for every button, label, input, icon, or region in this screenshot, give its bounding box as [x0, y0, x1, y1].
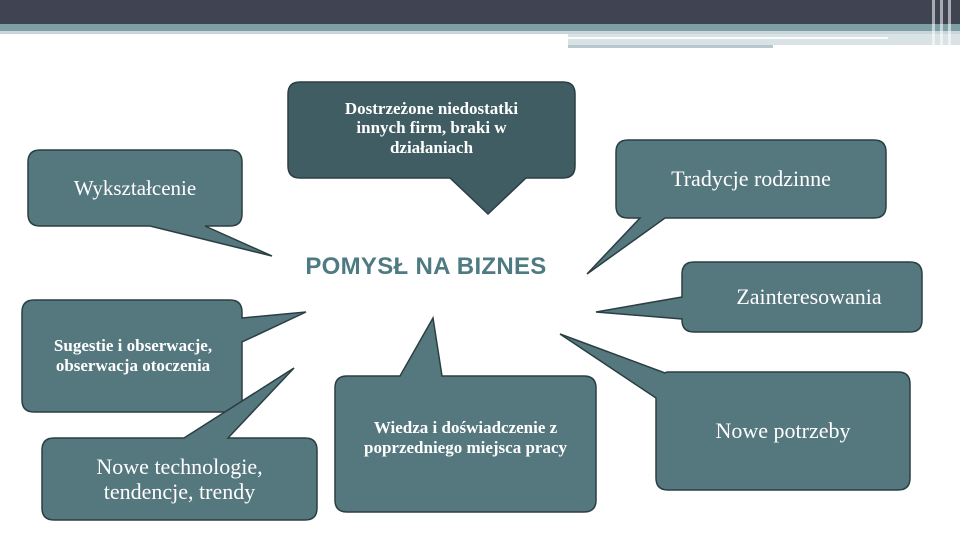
bubble-dostrzezone-text: Dostrzeżone niedostatki innych firm, braki w działaniach	[344, 98, 519, 157]
bubble-sugestie-text: Sugestie i obserwacje, obserwacja otoczenia	[53, 336, 213, 375]
bubble-tradycje-text: Tradycje rodzinne	[671, 166, 831, 191]
bubble-wiedza-text: Wiedza i doświadczenie z poprzedniego miejsca pracy	[363, 418, 568, 457]
bubble-technologie-text: Nowe technologie, tendencje, trendy	[96, 453, 263, 504]
bubble-zainteresowania-text: Zainteresowania	[736, 284, 882, 310]
bubble-nowe-potrzeby-text: Nowe potrzeby	[715, 418, 851, 443]
center-title: POMYSŁ NA BIZNES	[305, 253, 547, 280]
bubble-wyksztalcenie-text: Wykształcenie	[73, 175, 197, 200]
